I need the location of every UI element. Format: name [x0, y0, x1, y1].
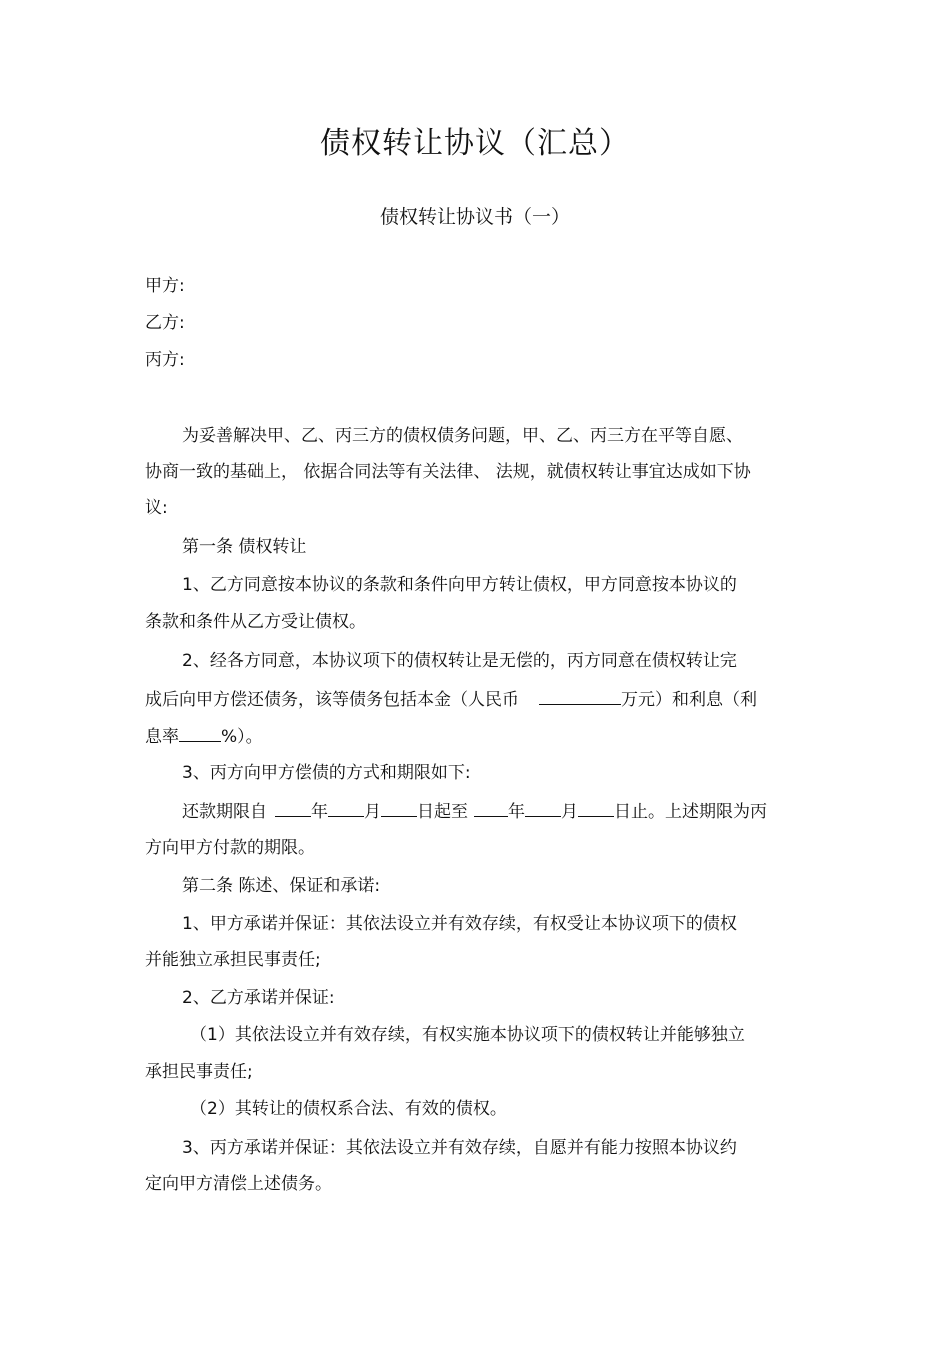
article-2-clause-1: 1、甲方承诺并保证：其依法设立并有效存续，有权受让本协议项下的债权: [182, 914, 737, 934]
article-2-clause-3: 3、丙方承诺并保证：其依法设立并有效存续，自愿并有能力按照本协议约: [182, 1138, 737, 1158]
clause-text: 年: [508, 802, 525, 822]
clause-text: 息率: [145, 727, 179, 747]
article-2-subclause-1: （1）其依法设立并有效存续，有权实施本协议项下的债权转让并能够独立: [190, 1025, 745, 1045]
end-month-blank: [525, 798, 561, 817]
article-1-clause-3: 3、丙方向甲方偿债的方式和期限如下:: [182, 763, 471, 783]
preamble-line: 为妥善解决甲、乙、丙三方的债权债务问题，甲、乙、丙三方在平等自愿、: [182, 426, 743, 446]
article-1-clause-2: 2、经各方同意，本协议项下的债权转让是无偿的，丙方同意在债权转让完: [182, 651, 737, 671]
clause-text: %）。: [221, 727, 263, 747]
article-2-clause-2: 2、乙方承诺并保证:: [182, 988, 335, 1008]
end-year-blank: [474, 798, 508, 817]
article-2-clause-1: 并能独立承担民事责任;: [145, 950, 321, 970]
repayment-period-line: [182, 798, 852, 824]
article-2-subclause-2: （2）其转让的债权系合法、有效的债权。: [190, 1099, 507, 1119]
article-2-heading: 第二条 陈述、保证和承诺:: [182, 876, 381, 896]
start-month-blank: [328, 798, 364, 817]
clause-text: 月: [561, 802, 578, 822]
article-1-clause-2: [145, 686, 815, 712]
document-title: 债权转让协议（汇总）: [320, 126, 630, 161]
article-2-clause-3: 定向甲方清偿上述债务。: [145, 1174, 332, 1194]
start-day-blank: [381, 798, 417, 817]
document-subtitle: 债权转让协议书（一）: [379, 206, 570, 228]
article-1-clause-1: 1、乙方同意按本协议的条款和条件向甲方转让债权，甲方同意按本协议的: [182, 575, 737, 595]
end-day-blank: [578, 798, 614, 817]
party-a-label: 甲方:: [145, 276, 185, 296]
article-2-subclause-1: 承担民事责任;: [145, 1062, 253, 1082]
principal-amount-blank: [539, 686, 621, 705]
clause-text: 还款期限自: [182, 802, 267, 822]
repayment-period-line: 方向甲方付款的期限。: [145, 838, 315, 858]
article-1-clause-2: [145, 723, 815, 749]
preamble-line: 议:: [145, 498, 168, 518]
party-b-label: 乙方:: [145, 313, 185, 333]
clause-text: 日起至: [417, 802, 468, 822]
clause-text: 成后向甲方偿还债务，该等债务包括本金（人民币: [145, 690, 519, 710]
preamble-line: 协商一致的基础上， 依据合同法等有关法律、 法规，就债权转让事宜达成如下协: [145, 462, 751, 482]
party-c-label: 丙方:: [145, 350, 185, 370]
interest-rate-blank: [179, 723, 221, 742]
clause-text: 万元）和利息（利: [621, 690, 757, 710]
clause-text: 年: [311, 802, 328, 822]
article-1-clause-1: 条款和条件从乙方受让债权。: [145, 612, 366, 632]
article-1-heading: 第一条 债权转让: [182, 537, 307, 557]
start-year-blank: [275, 798, 311, 817]
clause-text: 日止。上述期限为丙: [614, 802, 767, 822]
clause-text: 月: [364, 802, 381, 822]
